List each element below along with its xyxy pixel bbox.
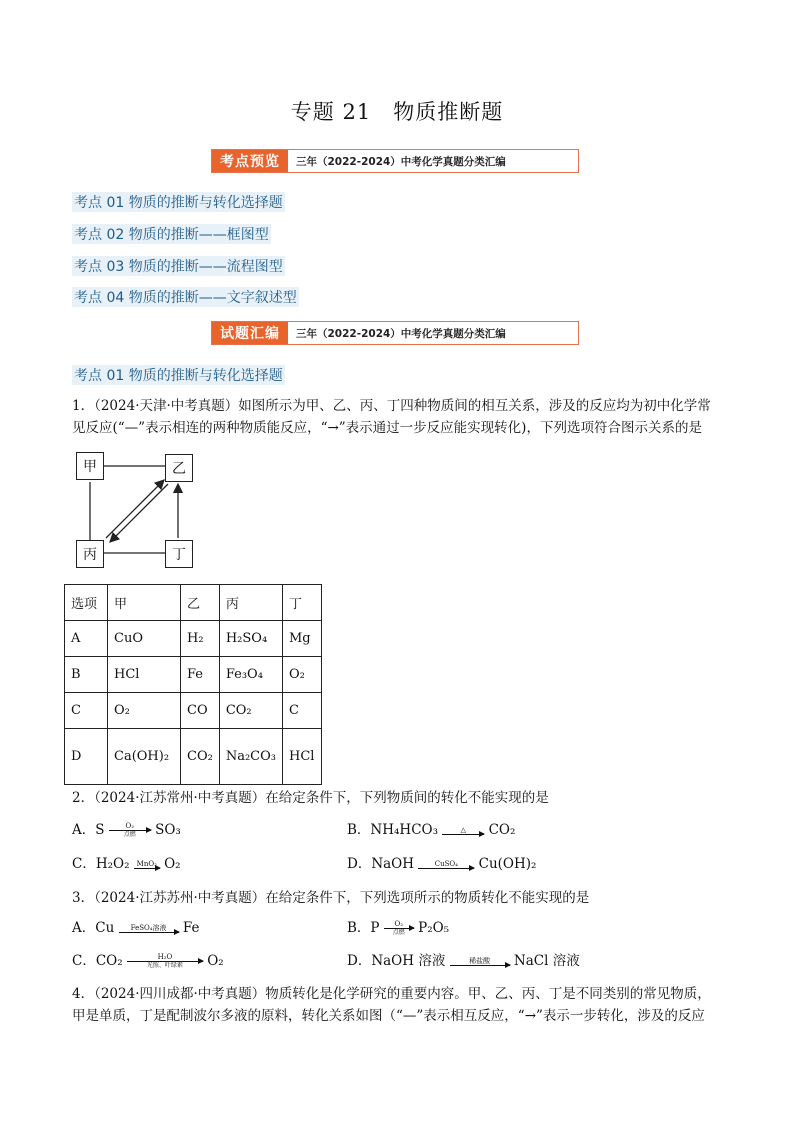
table-cell: CO — [181, 693, 220, 729]
arrow-line — [127, 961, 203, 962]
option-label: B．P — [347, 920, 380, 936]
table-header-cell: 选项 — [65, 585, 108, 621]
option-product: Fe — [182, 920, 200, 936]
arrow-line — [134, 868, 160, 869]
q4-stem — [72, 983, 732, 1027]
arrow-line — [119, 932, 179, 933]
q2-option-d[interactable] — [347, 852, 536, 872]
table-cell: HCl — [108, 657, 181, 693]
table-cell: Fe₃O₄ — [219, 657, 282, 693]
table-cell: Fe — [181, 657, 220, 693]
page-title: 专题 21 物质推断题 — [290, 100, 504, 124]
arrow-under: 点燃 — [392, 929, 405, 936]
option-label: C．CO₂ — [72, 953, 123, 969]
option-product: Cu(OH)₂ — [478, 856, 537, 872]
q1-line-2: 见反应(“—”表示相连的两种物质能反应，“→”表示通过一步反应能实现转化)，下列选项符合图示关系的是 — [72, 420, 702, 436]
table-header-cell: 甲 — [108, 585, 181, 621]
table-row — [65, 693, 322, 729]
arrow-line — [450, 965, 510, 966]
section-heading: 考点 01 物质的推断与转化选择题 — [72, 365, 285, 385]
table-cell: CO₂ — [219, 693, 282, 729]
option-product: O₂ — [207, 953, 224, 969]
node-jia: 甲 — [76, 452, 104, 480]
table-row — [65, 657, 322, 693]
arrow-over: CuSO₄ — [434, 860, 458, 868]
q2-stem: 2．（2024·江苏常州·中考真题）在给定条件下，下列物质间的转化不能实现的是 — [72, 790, 549, 806]
table-cell: HCl — [282, 729, 321, 785]
banner-subtitle: 三年（2022-2024）中考化学真题分类汇编 — [296, 155, 506, 168]
table-cell: CO₂ — [181, 729, 220, 785]
table-cell: O₂ — [108, 693, 181, 729]
arrow-under: 点燃 — [123, 831, 136, 838]
table-header-cell: 丁 — [282, 585, 321, 621]
q3-option-a[interactable] — [72, 916, 200, 936]
banner-collection — [211, 321, 579, 345]
relationship-diagram — [70, 448, 210, 578]
banner-tag: 试题汇编 — [212, 322, 288, 344]
arrow-over: 稀盐酸 — [469, 957, 491, 965]
q3-stem: 3．（2024·江苏苏州·中考真题）在给定条件下，下列选项所示的物质转化不能实现的是 — [72, 890, 590, 906]
toc-item-3[interactable]: 考点 03 物质的推断——流程图型 — [72, 256, 285, 276]
option-product: NaCl 溶液 — [513, 953, 580, 969]
arrow-over: MnO₂ — [136, 860, 157, 868]
table-cell: Ca(OH)₂ — [108, 729, 181, 785]
table-cell: C — [282, 693, 321, 729]
banner-tag: 考点预览 — [212, 150, 288, 172]
reaction-arrow — [450, 957, 510, 966]
table-cell: H₂SO₄ — [219, 621, 282, 657]
arrow-line — [442, 834, 484, 835]
arrow-line — [109, 830, 151, 831]
arrow-over: △ — [460, 826, 466, 834]
arrow-line — [418, 868, 474, 869]
q2-option-a[interactable] — [72, 818, 181, 839]
option-product: CO₂ — [488, 822, 516, 838]
arrow-over: H₂O — [157, 953, 173, 961]
toc-item-4[interactable]: 考点 04 物质的推断——文字叙述型 — [72, 287, 299, 307]
arrow-over: O₂ — [394, 920, 404, 928]
table-cell: Na₂CO₃ — [219, 729, 282, 785]
table-header-cell: 乙 — [181, 585, 220, 621]
table-cell: Mg — [282, 621, 321, 657]
table-cell: C — [65, 693, 108, 729]
option-label: C．H₂O₂ — [72, 856, 130, 872]
options-table — [64, 584, 322, 785]
table-cell: CuO — [108, 621, 181, 657]
arrow-line — [384, 928, 414, 929]
reaction-arrow — [109, 822, 151, 839]
reaction-arrow — [442, 826, 484, 835]
node-ding: 丁 — [165, 540, 193, 568]
table-cell: H₂ — [181, 621, 220, 657]
option-label: D．NaOH 溶液 — [347, 953, 446, 969]
q4-line-2: 甲是单质，丁是配制波尔多液的原料，转化关系如图（“—”表示相互反应，“→”表示一步转化，涉及的反应 — [72, 1008, 705, 1024]
option-label: B．NH₄HCO₃ — [347, 822, 438, 838]
table-cell: B — [65, 657, 108, 693]
q1-line-1: 1．（2024·天津·中考真题）如图所示为甲、乙、丙、丁四种物质间的相互关系，涉及的反应均为初中化学常 — [72, 398, 711, 414]
option-product: O₂ — [164, 856, 181, 872]
q2-option-c[interactable] — [72, 852, 181, 872]
q3-option-b[interactable] — [347, 916, 449, 937]
table-row — [65, 729, 322, 785]
option-product: SO₃ — [155, 822, 181, 838]
q1-stem — [72, 395, 732, 439]
reaction-arrow — [119, 924, 179, 933]
table-cell: D — [65, 729, 108, 785]
q3-option-c[interactable] — [72, 949, 224, 970]
node-bing: 丙 — [76, 540, 104, 568]
q3-option-d[interactable] — [347, 949, 580, 969]
option-label: D．NaOH — [347, 856, 415, 872]
toc-item-2[interactable]: 考点 02 物质的推断——框图型 — [72, 224, 271, 244]
table-cell: O₂ — [282, 657, 321, 693]
arrow-over: FeSO₄溶液 — [130, 924, 167, 932]
option-label: A．Cu — [72, 920, 115, 936]
option-product: P₂O₅ — [418, 920, 450, 936]
table-header-cell: 丙 — [219, 585, 282, 621]
arrow-under: 光照、叶绿素 — [146, 962, 183, 969]
table-row — [65, 621, 322, 657]
reaction-arrow — [418, 860, 474, 869]
table-cell: A — [65, 621, 108, 657]
reaction-arrow — [384, 920, 414, 937]
q2-option-b[interactable] — [347, 818, 515, 838]
toc-item-1[interactable]: 考点 01 物质的推断与转化选择题 — [72, 192, 285, 212]
node-yi: 乙 — [165, 454, 193, 482]
banner-subtitle: 三年（2022-2024）中考化学真题分类汇编 — [296, 327, 506, 340]
option-label: A．S — [72, 822, 105, 838]
reaction-arrow — [134, 860, 160, 869]
banner-preview — [211, 149, 579, 173]
reaction-arrow — [127, 953, 203, 970]
q4-line-1: 4．（2024·四川成都·中考真题）物质转化是化学研究的重要内容。甲、乙、丙、丁是不同类别的常见物质， — [72, 986, 711, 1002]
table-header-row — [65, 585, 322, 621]
arrow-over: O₂ — [125, 822, 135, 830]
